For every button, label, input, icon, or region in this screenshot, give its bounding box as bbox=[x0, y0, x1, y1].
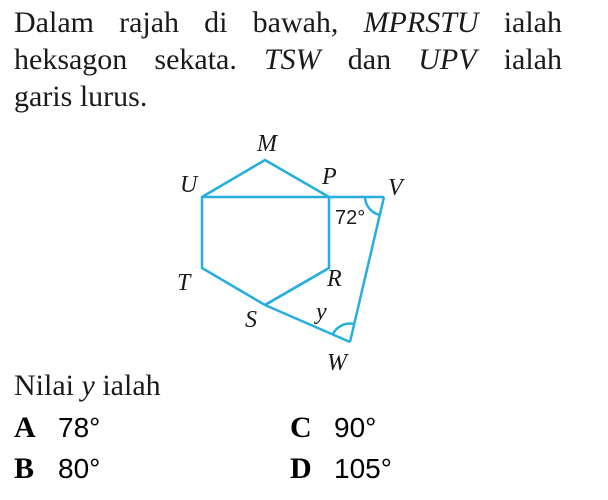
label-angle-72: 72° bbox=[335, 207, 366, 229]
hexagon-mprstu bbox=[202, 160, 329, 305]
option-b-value: 80° bbox=[58, 453, 101, 484]
label-m: M bbox=[257, 131, 277, 157]
label-w: W bbox=[327, 350, 347, 376]
prompt-text bbox=[14, 368, 161, 404]
label-t: T bbox=[177, 270, 191, 296]
option-a-value: 78° bbox=[58, 412, 101, 443]
label-u: U bbox=[180, 172, 198, 198]
option-a[interactable] bbox=[14, 410, 100, 446]
label-v: V bbox=[388, 175, 403, 201]
question-line-2: heksagon sekata. TSW dan UPV ialah bbox=[14, 43, 562, 76]
option-d-value: 105° bbox=[334, 453, 392, 484]
option-c-letter: C bbox=[290, 411, 312, 444]
label-p: P bbox=[322, 164, 337, 190]
option-b[interactable] bbox=[14, 451, 100, 487]
line-tsw bbox=[265, 305, 350, 342]
question-line-3: garis lurus. bbox=[14, 80, 148, 113]
option-c[interactable] bbox=[290, 410, 376, 446]
option-b-letter: B bbox=[14, 452, 35, 485]
option-c-value: 90° bbox=[334, 412, 377, 443]
option-d[interactable] bbox=[290, 451, 392, 487]
label-angle-y: y bbox=[316, 299, 327, 325]
label-s: S bbox=[245, 307, 257, 333]
angle-arc-w bbox=[333, 324, 354, 334]
angle-arc-v bbox=[365, 197, 380, 215]
label-r: R bbox=[327, 266, 342, 292]
option-a-letter: A bbox=[14, 411, 36, 444]
option-d-letter: D bbox=[290, 452, 312, 485]
prompt-label: Nilai y ialah bbox=[14, 369, 161, 402]
question-line-1: Dalam rajah di bawah, MPRSTU ialah bbox=[14, 6, 562, 39]
